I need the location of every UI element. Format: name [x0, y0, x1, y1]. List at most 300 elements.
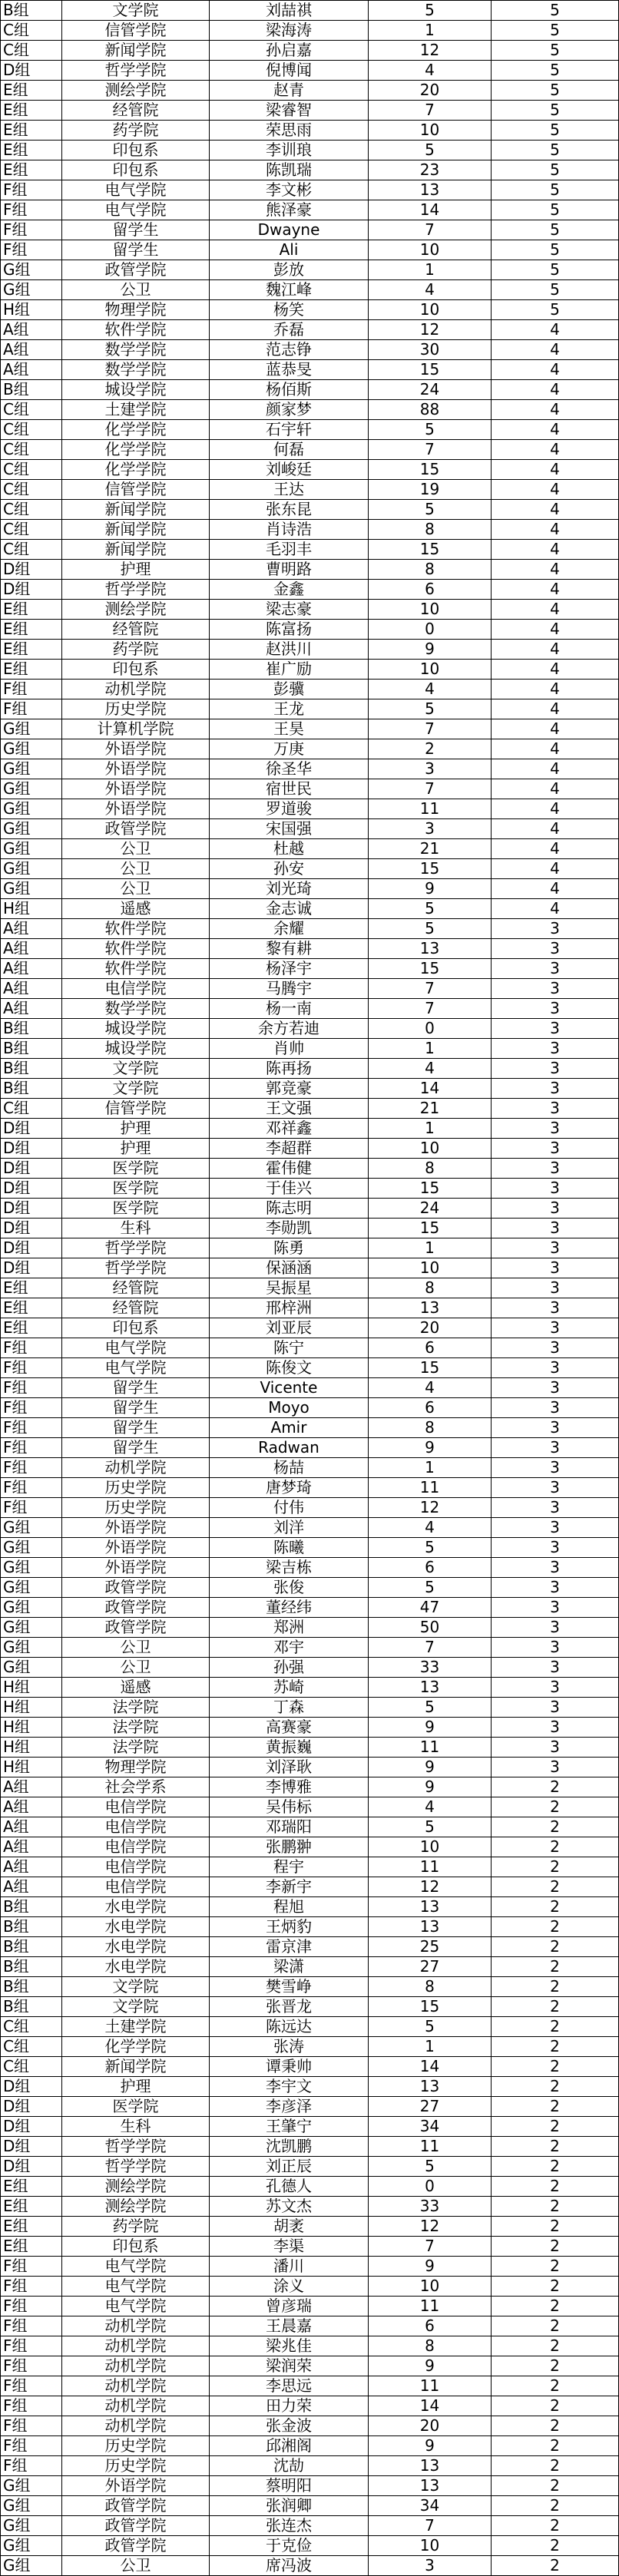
count-cell[interactable]: 10 [369, 1258, 492, 1278]
level-cell[interactable]: 3 [492, 1718, 619, 1738]
count-cell[interactable]: 24 [369, 1199, 492, 1219]
name-cell[interactable]: 杨笑 [210, 300, 369, 320]
group-cell[interactable]: G组 [1, 779, 62, 799]
college-cell[interactable]: 电气学院 [62, 1338, 210, 1358]
name-cell[interactable]: 孔德人 [210, 2177, 369, 2197]
college-cell[interactable]: 公卫 [62, 1658, 210, 1678]
count-cell[interactable]: 10 [369, 2277, 492, 2297]
level-cell[interactable]: 3 [492, 1059, 619, 1079]
college-cell[interactable]: 法学院 [62, 1718, 210, 1738]
group-cell[interactable]: A组 [1, 320, 62, 340]
group-cell[interactable]: D组 [1, 2137, 62, 2157]
group-cell[interactable]: E组 [1, 101, 62, 121]
college-cell[interactable]: 数学学院 [62, 999, 210, 1019]
name-cell[interactable]: 王炳豹 [210, 1917, 369, 1937]
level-cell[interactable]: 5 [492, 41, 619, 61]
name-cell[interactable]: 杨喆 [210, 1458, 369, 1478]
count-cell[interactable]: 6 [369, 2316, 492, 2336]
group-cell[interactable]: B组 [1, 1019, 62, 1039]
group-cell[interactable]: F组 [1, 2297, 62, 2316]
college-cell[interactable]: 医学院 [62, 2097, 210, 2117]
college-cell[interactable]: 公卫 [62, 839, 210, 859]
count-cell[interactable]: 21 [369, 839, 492, 859]
level-cell[interactable]: 3 [492, 1738, 619, 1758]
college-cell[interactable]: 哲学学院 [62, 2157, 210, 2177]
college-cell[interactable]: 政管学院 [62, 2496, 210, 2516]
college-cell[interactable]: 公卫 [62, 1638, 210, 1658]
name-cell[interactable]: 刘洋 [210, 1518, 369, 1538]
group-cell[interactable]: H组 [1, 1698, 62, 1718]
group-cell[interactable]: E组 [1, 81, 62, 101]
group-cell[interactable]: D组 [1, 2117, 62, 2137]
level-cell[interactable]: 4 [492, 500, 619, 520]
group-cell[interactable]: E组 [1, 640, 62, 660]
group-cell[interactable]: D组 [1, 1159, 62, 1179]
count-cell[interactable]: 6 [369, 1558, 492, 1578]
count-cell[interactable]: 11 [369, 2376, 492, 2396]
college-cell[interactable]: 公卫 [62, 879, 210, 899]
college-cell[interactable]: 外语学院 [62, 1518, 210, 1538]
name-cell[interactable]: 蓝恭旻 [210, 360, 369, 380]
group-cell[interactable]: D组 [1, 1258, 62, 1278]
count-cell[interactable]: 14 [369, 2396, 492, 2416]
count-cell[interactable]: 9 [369, 1758, 492, 1777]
group-cell[interactable]: G组 [1, 280, 62, 300]
count-cell[interactable]: 7 [369, 440, 492, 460]
name-cell[interactable]: 崔广励 [210, 660, 369, 680]
college-cell[interactable]: 政管学院 [62, 260, 210, 280]
college-cell[interactable]: 医学院 [62, 1199, 210, 1219]
group-cell[interactable]: F组 [1, 1498, 62, 1518]
level-cell[interactable]: 2 [492, 2336, 619, 2356]
level-cell[interactable]: 2 [492, 1977, 619, 1997]
count-cell[interactable]: 34 [369, 2496, 492, 2516]
level-cell[interactable]: 3 [492, 979, 619, 999]
college-cell[interactable]: 留学生 [62, 1398, 210, 1418]
group-cell[interactable]: A组 [1, 1777, 62, 1797]
college-cell[interactable]: 公卫 [62, 2556, 210, 2576]
count-cell[interactable]: 7 [369, 220, 492, 240]
name-cell[interactable]: 何磊 [210, 440, 369, 460]
count-cell[interactable]: 10 [369, 1837, 492, 1857]
level-cell[interactable]: 5 [492, 141, 619, 160]
group-cell[interactable]: D组 [1, 1199, 62, 1219]
name-cell[interactable]: 梁志豪 [210, 600, 369, 620]
group-cell[interactable]: F组 [1, 240, 62, 260]
group-cell[interactable]: A组 [1, 340, 62, 360]
name-cell[interactable]: 李超群 [210, 1139, 369, 1159]
group-cell[interactable]: B组 [1, 1897, 62, 1917]
group-cell[interactable]: F组 [1, 1338, 62, 1358]
name-cell[interactable]: 彭放 [210, 260, 369, 280]
college-cell[interactable]: 护理 [62, 1119, 210, 1139]
level-cell[interactable]: 3 [492, 1298, 619, 1318]
level-cell[interactable]: 2 [492, 2396, 619, 2416]
count-cell[interactable]: 8 [369, 560, 492, 580]
name-cell[interactable]: 宋国强 [210, 819, 369, 839]
name-cell[interactable]: 张涛 [210, 2037, 369, 2057]
level-cell[interactable]: 3 [492, 1199, 619, 1219]
name-cell[interactable]: 肖诗浩 [210, 520, 369, 540]
count-cell[interactable]: 7 [369, 779, 492, 799]
level-cell[interactable]: 2 [492, 1817, 619, 1837]
count-cell[interactable]: 4 [369, 1797, 492, 1817]
count-cell[interactable]: 6 [369, 580, 492, 600]
name-cell[interactable]: 付伟 [210, 1498, 369, 1518]
level-cell[interactable]: 2 [492, 2157, 619, 2177]
level-cell[interactable]: 3 [492, 1618, 619, 1638]
college-cell[interactable]: 电信学院 [62, 1877, 210, 1897]
count-cell[interactable]: 50 [369, 1618, 492, 1638]
level-cell[interactable]: 3 [492, 1578, 619, 1598]
name-cell[interactable]: 王昊 [210, 719, 369, 739]
count-cell[interactable]: 8 [369, 1418, 492, 1438]
college-cell[interactable]: 外语学院 [62, 759, 210, 779]
group-cell[interactable]: A组 [1, 1797, 62, 1817]
college-cell[interactable]: 水电学院 [62, 1957, 210, 1977]
group-cell[interactable]: C组 [1, 21, 62, 41]
name-cell[interactable]: 李训琅 [210, 141, 369, 160]
college-cell[interactable]: 外语学院 [62, 1538, 210, 1558]
college-cell[interactable]: 新闻学院 [62, 2057, 210, 2077]
name-cell[interactable]: 杨佰斯 [210, 380, 369, 400]
name-cell[interactable]: 范志铮 [210, 340, 369, 360]
name-cell[interactable]: 张东昆 [210, 500, 369, 520]
group-cell[interactable]: B组 [1, 1997, 62, 2017]
group-cell[interactable]: D组 [1, 1119, 62, 1139]
college-cell[interactable]: 政管学院 [62, 2536, 210, 2556]
college-cell[interactable]: 城设学院 [62, 1019, 210, 1039]
name-cell[interactable]: 吴振星 [210, 1278, 369, 1298]
name-cell[interactable]: 张鹏翀 [210, 1837, 369, 1857]
group-cell[interactable]: H组 [1, 899, 62, 919]
count-cell[interactable]: 5 [369, 1538, 492, 1558]
name-cell[interactable]: 刘泽耿 [210, 1758, 369, 1777]
level-cell[interactable]: 2 [492, 1877, 619, 1897]
name-cell[interactable]: 王肇宁 [210, 2117, 369, 2137]
college-cell[interactable]: 留学生 [62, 1438, 210, 1458]
group-cell[interactable]: B组 [1, 1039, 62, 1059]
group-cell[interactable]: F组 [1, 200, 62, 220]
name-cell[interactable]: 张晋龙 [210, 1997, 369, 2017]
count-cell[interactable]: 14 [369, 200, 492, 220]
group-cell[interactable]: F组 [1, 2396, 62, 2416]
name-cell[interactable]: 乔磊 [210, 320, 369, 340]
level-cell[interactable]: 5 [492, 220, 619, 240]
count-cell[interactable]: 15 [369, 959, 492, 979]
name-cell[interactable]: Vicente [210, 1378, 369, 1398]
level-cell[interactable]: 3 [492, 959, 619, 979]
count-cell[interactable]: 88 [369, 400, 492, 420]
name-cell[interactable]: 邱湘阁 [210, 2436, 369, 2456]
name-cell[interactable]: 陈俊文 [210, 1358, 369, 1378]
count-cell[interactable]: 1 [369, 260, 492, 280]
college-cell[interactable]: 电信学院 [62, 979, 210, 999]
level-cell[interactable]: 4 [492, 799, 619, 819]
group-cell[interactable]: F组 [1, 180, 62, 200]
college-cell[interactable]: 动机学院 [62, 680, 210, 699]
group-cell[interactable]: A组 [1, 360, 62, 380]
group-cell[interactable]: E组 [1, 600, 62, 620]
name-cell[interactable]: 雷京津 [210, 1937, 369, 1957]
group-cell[interactable]: A组 [1, 939, 62, 959]
group-cell[interactable]: F组 [1, 2376, 62, 2396]
level-cell[interactable]: 2 [492, 1777, 619, 1797]
college-cell[interactable]: 护理 [62, 1139, 210, 1159]
level-cell[interactable]: 5 [492, 180, 619, 200]
name-cell[interactable]: 于佳兴 [210, 1179, 369, 1199]
college-cell[interactable]: 电气学院 [62, 2257, 210, 2277]
college-cell[interactable]: 政管学院 [62, 1618, 210, 1638]
name-cell[interactable]: 金志诚 [210, 899, 369, 919]
level-cell[interactable]: 2 [492, 1957, 619, 1977]
college-cell[interactable]: 文学院 [62, 1079, 210, 1099]
count-cell[interactable]: 7 [369, 999, 492, 1019]
count-cell[interactable]: 6 [369, 1398, 492, 1418]
college-cell[interactable]: 信管学院 [62, 21, 210, 41]
level-cell[interactable]: 2 [492, 2556, 619, 2576]
name-cell[interactable]: 马腾宇 [210, 979, 369, 999]
college-cell[interactable]: 测绘学院 [62, 2177, 210, 2197]
count-cell[interactable]: 27 [369, 2097, 492, 2117]
level-cell[interactable]: 4 [492, 739, 619, 759]
level-cell[interactable]: 2 [492, 2117, 619, 2137]
group-cell[interactable]: E组 [1, 2177, 62, 2197]
name-cell[interactable]: 罗道骏 [210, 799, 369, 819]
level-cell[interactable]: 4 [492, 640, 619, 660]
group-cell[interactable]: F组 [1, 1458, 62, 1478]
college-cell[interactable]: 生科 [62, 1219, 210, 1238]
count-cell[interactable]: 11 [369, 2297, 492, 2316]
count-cell[interactable]: 7 [369, 101, 492, 121]
name-cell[interactable]: 刘正辰 [210, 2157, 369, 2177]
level-cell[interactable]: 5 [492, 160, 619, 180]
college-cell[interactable]: 法学院 [62, 1738, 210, 1758]
group-cell[interactable]: A组 [1, 919, 62, 939]
name-cell[interactable]: 梁海涛 [210, 21, 369, 41]
college-cell[interactable]: 文学院 [62, 1059, 210, 1079]
name-cell[interactable]: 孙强 [210, 1658, 369, 1678]
name-cell[interactable]: 郑洲 [210, 1618, 369, 1638]
level-cell[interactable]: 3 [492, 1458, 619, 1478]
group-cell[interactable]: F组 [1, 2316, 62, 2336]
name-cell[interactable]: 杨一南 [210, 999, 369, 1019]
count-cell[interactable]: 4 [369, 280, 492, 300]
group-cell[interactable]: G组 [1, 819, 62, 839]
level-cell[interactable]: 4 [492, 380, 619, 400]
name-cell[interactable]: 赵青 [210, 81, 369, 101]
college-cell[interactable]: 生科 [62, 2117, 210, 2137]
count-cell[interactable]: 3 [369, 819, 492, 839]
college-cell[interactable]: 印包系 [62, 160, 210, 180]
name-cell[interactable]: 张润卿 [210, 2496, 369, 2516]
name-cell[interactable]: 程宇 [210, 1857, 369, 1877]
group-cell[interactable]: G组 [1, 879, 62, 899]
count-cell[interactable]: 34 [369, 2117, 492, 2137]
college-cell[interactable]: 外语学院 [62, 799, 210, 819]
group-cell[interactable]: B组 [1, 1, 62, 21]
level-cell[interactable]: 2 [492, 1797, 619, 1817]
level-cell[interactable]: 5 [492, 81, 619, 101]
college-cell[interactable]: 化学学院 [62, 2037, 210, 2057]
group-cell[interactable]: F组 [1, 1358, 62, 1378]
level-cell[interactable]: 2 [492, 2037, 619, 2057]
count-cell[interactable]: 10 [369, 121, 492, 141]
group-cell[interactable]: E组 [1, 2217, 62, 2237]
group-cell[interactable]: F组 [1, 2436, 62, 2456]
level-cell[interactable]: 2 [492, 2376, 619, 2396]
level-cell[interactable]: 2 [492, 2177, 619, 2197]
name-cell[interactable]: 苏崎 [210, 1678, 369, 1698]
name-cell[interactable]: 张俊 [210, 1578, 369, 1598]
count-cell[interactable]: 30 [369, 340, 492, 360]
name-cell[interactable]: 张连杰 [210, 2516, 369, 2536]
name-cell[interactable]: 余耀 [210, 919, 369, 939]
college-cell[interactable]: 电气学院 [62, 2297, 210, 2316]
level-cell[interactable]: 3 [492, 1139, 619, 1159]
name-cell[interactable]: 李勋凯 [210, 1219, 369, 1238]
count-cell[interactable]: 9 [369, 2257, 492, 2277]
level-cell[interactable]: 4 [492, 879, 619, 899]
group-cell[interactable]: C组 [1, 2037, 62, 2057]
group-cell[interactable]: B组 [1, 1977, 62, 1997]
group-cell[interactable]: F组 [1, 1438, 62, 1458]
college-cell[interactable]: 外语学院 [62, 2476, 210, 2496]
college-cell[interactable]: 社会学系 [62, 1777, 210, 1797]
count-cell[interactable]: 0 [369, 1019, 492, 1039]
group-cell[interactable]: G组 [1, 839, 62, 859]
level-cell[interactable]: 4 [492, 899, 619, 919]
name-cell[interactable]: 彭骥 [210, 680, 369, 699]
group-cell[interactable]: G组 [1, 1538, 62, 1558]
college-cell[interactable]: 水电学院 [62, 1917, 210, 1937]
count-cell[interactable]: 4 [369, 1378, 492, 1398]
count-cell[interactable]: 10 [369, 300, 492, 320]
count-cell[interactable]: 9 [369, 2356, 492, 2376]
name-cell[interactable]: 徐圣华 [210, 759, 369, 779]
group-cell[interactable]: G组 [1, 1518, 62, 1538]
college-cell[interactable]: 政管学院 [62, 1598, 210, 1618]
group-cell[interactable]: B组 [1, 1917, 62, 1937]
group-cell[interactable]: C组 [1, 540, 62, 560]
college-cell[interactable]: 电信学院 [62, 1797, 210, 1817]
college-cell[interactable]: 新闻学院 [62, 520, 210, 540]
count-cell[interactable]: 5 [369, 2157, 492, 2177]
name-cell[interactable]: 金鑫 [210, 580, 369, 600]
college-cell[interactable]: 印包系 [62, 141, 210, 160]
level-cell[interactable]: 2 [492, 1837, 619, 1857]
name-cell[interactable]: 梁睿智 [210, 101, 369, 121]
level-cell[interactable]: 3 [492, 1159, 619, 1179]
group-cell[interactable]: F组 [1, 2456, 62, 2476]
count-cell[interactable]: 20 [369, 81, 492, 101]
college-cell[interactable]: 历史学院 [62, 2436, 210, 2456]
count-cell[interactable]: 14 [369, 2057, 492, 2077]
group-cell[interactable]: E组 [1, 2237, 62, 2257]
college-cell[interactable]: 城设学院 [62, 380, 210, 400]
count-cell[interactable]: 9 [369, 1438, 492, 1458]
count-cell[interactable]: 11 [369, 1857, 492, 1877]
group-cell[interactable]: A组 [1, 979, 62, 999]
name-cell[interactable]: 毛羽丰 [210, 540, 369, 560]
group-cell[interactable]: C组 [1, 2017, 62, 2037]
college-cell[interactable]: 动机学院 [62, 2316, 210, 2336]
name-cell[interactable]: 曾彦瑞 [210, 2297, 369, 2316]
name-cell[interactable]: 黄振巍 [210, 1738, 369, 1758]
count-cell[interactable]: 23 [369, 160, 492, 180]
count-cell[interactable]: 0 [369, 620, 492, 640]
level-cell[interactable]: 4 [492, 660, 619, 680]
group-cell[interactable]: G组 [1, 260, 62, 280]
group-cell[interactable]: F组 [1, 1378, 62, 1398]
count-cell[interactable]: 9 [369, 2436, 492, 2456]
level-cell[interactable]: 3 [492, 1019, 619, 1039]
college-cell[interactable]: 信管学院 [62, 480, 210, 500]
college-cell[interactable]: 软件学院 [62, 959, 210, 979]
group-cell[interactable]: F组 [1, 1478, 62, 1498]
count-cell[interactable]: 19 [369, 480, 492, 500]
count-cell[interactable]: 9 [369, 640, 492, 660]
name-cell[interactable]: 李思远 [210, 2376, 369, 2396]
college-cell[interactable]: 测绘学院 [62, 81, 210, 101]
name-cell[interactable]: 刘亚辰 [210, 1318, 369, 1338]
level-cell[interactable]: 4 [492, 680, 619, 699]
count-cell[interactable]: 4 [369, 680, 492, 699]
group-cell[interactable]: D组 [1, 2097, 62, 2117]
level-cell[interactable]: 4 [492, 600, 619, 620]
count-cell[interactable]: 11 [369, 799, 492, 819]
group-cell[interactable]: F组 [1, 1418, 62, 1438]
group-cell[interactable]: H组 [1, 1678, 62, 1698]
level-cell[interactable]: 3 [492, 1278, 619, 1298]
count-cell[interactable]: 11 [369, 1478, 492, 1498]
college-cell[interactable]: 哲学学院 [62, 1238, 210, 1258]
count-cell[interactable]: 13 [369, 1298, 492, 1318]
level-cell[interactable]: 5 [492, 300, 619, 320]
name-cell[interactable]: 刘喆祺 [210, 1, 369, 21]
level-cell[interactable]: 5 [492, 121, 619, 141]
count-cell[interactable]: 7 [369, 979, 492, 999]
level-cell[interactable]: 5 [492, 61, 619, 81]
college-cell[interactable]: 电信学院 [62, 1817, 210, 1837]
name-cell[interactable]: 万庚 [210, 739, 369, 759]
level-cell[interactable]: 3 [492, 1398, 619, 1418]
count-cell[interactable]: 2 [369, 739, 492, 759]
college-cell[interactable]: 外语学院 [62, 779, 210, 799]
level-cell[interactable]: 3 [492, 1418, 619, 1438]
college-cell[interactable]: 物理学院 [62, 1758, 210, 1777]
group-cell[interactable]: A组 [1, 1817, 62, 1837]
name-cell[interactable]: 沈凯鹏 [210, 2137, 369, 2157]
count-cell[interactable]: 5 [369, 420, 492, 440]
level-cell[interactable]: 2 [492, 2257, 619, 2277]
level-cell[interactable]: 3 [492, 1258, 619, 1278]
group-cell[interactable]: E组 [1, 1278, 62, 1298]
level-cell[interactable]: 2 [492, 2277, 619, 2297]
college-cell[interactable]: 留学生 [62, 1418, 210, 1438]
group-cell[interactable]: E组 [1, 160, 62, 180]
college-cell[interactable]: 计算机学院 [62, 719, 210, 739]
count-cell[interactable]: 4 [369, 1059, 492, 1079]
count-cell[interactable]: 1 [369, 1238, 492, 1258]
count-cell[interactable]: 13 [369, 2456, 492, 2476]
count-cell[interactable]: 4 [369, 61, 492, 81]
college-cell[interactable]: 历史学院 [62, 2456, 210, 2476]
group-cell[interactable]: D组 [1, 2077, 62, 2097]
level-cell[interactable]: 3 [492, 999, 619, 1019]
count-cell[interactable]: 15 [369, 1997, 492, 2017]
name-cell[interactable]: 樊雪峥 [210, 1977, 369, 1997]
